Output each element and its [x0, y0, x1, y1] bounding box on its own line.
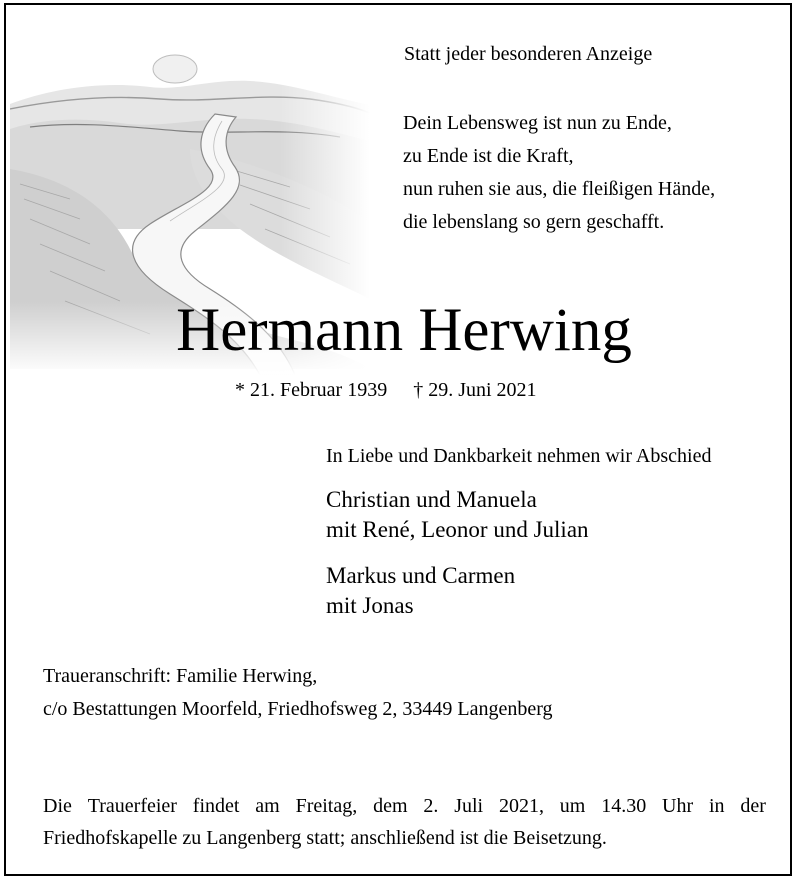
family-group	[326, 485, 589, 545]
verse-line: Dein Lebensweg ist nun zu Ende,	[403, 112, 672, 134]
ceremony-word: dem	[373, 795, 408, 817]
ceremony-line	[43, 790, 766, 822]
address-line: c/o Bestattungen Moorfeld, Friedhofsweg 2, 33449 Langenberg	[43, 698, 553, 720]
deceased-name: Hermann Herwing	[176, 297, 632, 364]
birth-date: * 21. Februar 1939	[235, 379, 388, 401]
verse-line: die lebenslang so gern geschafft.	[403, 211, 665, 233]
memorial-verse	[403, 107, 715, 239]
ceremony-word: 2021,	[498, 795, 544, 817]
funeral-service-info	[43, 790, 766, 854]
ceremony-word: 14.30	[601, 795, 647, 817]
ceremony-line: Friedhofskapelle zu Langenberg statt; anschließend ist die Beisetzung.	[43, 827, 607, 849]
ceremony-word: der	[740, 795, 766, 817]
notice-intro: Statt jeder besonderen Anzeige	[404, 43, 653, 65]
ceremony-word: findet	[192, 795, 240, 817]
death-date: † 29. Juni 2021	[413, 379, 537, 401]
family-group	[326, 561, 515, 621]
farewell-line: In Liebe und Dankbarkeit nehmen wir Abschied	[326, 445, 712, 467]
ceremony-word: Uhr	[662, 795, 694, 817]
ceremony-word: am	[255, 795, 280, 817]
family-children: mit Jonas	[326, 593, 414, 618]
address-line: Traueranschrift: Familie Herwing,	[43, 665, 318, 687]
verse-line: zu Ende ist die Kraft,	[403, 145, 574, 167]
family-names: Christian und Manuela	[326, 487, 537, 512]
life-dates	[235, 376, 537, 404]
ceremony-word: Die	[43, 795, 72, 817]
ceremony-word: Trauerfeier	[87, 795, 177, 817]
verse-line: nun ruhen sie aus, die fleißigen Hände,	[403, 178, 716, 200]
obituary-frame	[4, 3, 792, 876]
ceremony-word: um	[559, 795, 586, 817]
ceremony-word: in	[709, 795, 725, 817]
mourning-address	[43, 660, 553, 726]
family-children: mit René, Leonor und Julian	[326, 517, 589, 542]
family-names: Markus und Carmen	[326, 563, 516, 588]
ceremony-word: 2.	[423, 795, 439, 817]
ceremony-word: Juli	[454, 795, 484, 817]
ceremony-word: Freitag,	[295, 795, 358, 817]
